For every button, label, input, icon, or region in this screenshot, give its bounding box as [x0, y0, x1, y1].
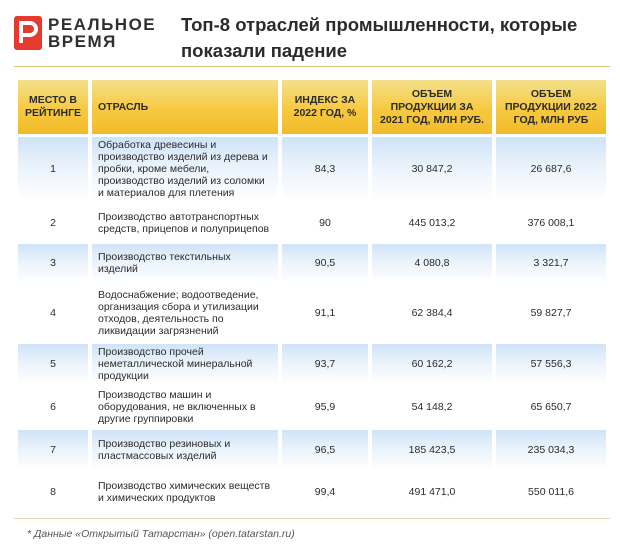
cell-index: 95,9 [282, 387, 368, 427]
source-footnote: * Данные «Открытый Татарстан» (open.tatarstan.ru) [27, 528, 295, 540]
cell-industry: Производство прочей неметаллической минеральной продукции [92, 344, 278, 384]
cell-rank: 6 [18, 387, 88, 427]
page-title: Топ-8 отраслей промышленности, которые показали падение [181, 14, 578, 61]
cell-volume-2021: 62 384,4 [372, 285, 492, 341]
footer-divider [14, 518, 610, 519]
cell-index: 90,5 [282, 244, 368, 282]
cell-rank: 5 [18, 344, 88, 384]
table-row [18, 473, 606, 511]
cell-volume-2022: 3 321,7 [496, 244, 606, 282]
cell-volume-2022: 59 827,7 [496, 285, 606, 341]
cell-volume-2021: 445 013,2 [372, 204, 492, 241]
table-header-row [18, 80, 606, 134]
cell-volume-2022: 57 556,3 [496, 344, 606, 384]
cell-rank: 2 [18, 204, 88, 241]
table-row [18, 344, 606, 384]
table-row [18, 285, 606, 341]
cell-volume-2021: 54 148,2 [372, 387, 492, 427]
brand-logo[interactable] [14, 16, 174, 56]
industry-table [14, 77, 610, 514]
cell-rank: 8 [18, 473, 88, 511]
cell-rank: 7 [18, 430, 88, 470]
table-row [18, 244, 606, 282]
header-index: ИНДЕКС ЗА 2022 ГОД, % [282, 80, 368, 134]
cell-index: 99,4 [282, 473, 368, 511]
header-volume-2022: ОБЪЕМ ПРОДУКЦИИ 2022 ГОД, МЛН РУБ [496, 80, 606, 134]
header-rank: МЕСТО В РЕЙТИНГЕ [18, 80, 88, 134]
header-industry: ОТРАСЛЬ [92, 80, 278, 134]
table-row [18, 137, 606, 201]
cell-volume-2022: 550 011,6 [496, 473, 606, 511]
cell-volume-2021: 185 423,5 [372, 430, 492, 470]
cell-industry: Производство машин и оборудования, не включенных в другие группировки [92, 387, 278, 427]
cell-rank: 1 [18, 137, 88, 201]
cell-industry: Водоснабжение; водоотведение, организация сбора и утилизации отходов, деятельность по ликвидации загрязнений [92, 285, 278, 341]
header-divider [14, 66, 610, 67]
cell-industry: Производство автотранспортных средств, прицепов и полуприцепов [92, 204, 278, 241]
cell-rank: 3 [18, 244, 88, 282]
cell-index: 90 [282, 204, 368, 241]
cell-volume-2022: 26 687,6 [496, 137, 606, 201]
brand-logo-icon [14, 16, 42, 50]
cell-industry: Производство текстильных изделий [92, 244, 278, 282]
cell-volume-2021: 4 080,8 [372, 244, 492, 282]
table-row [18, 204, 606, 241]
cell-volume-2021: 30 847,2 [372, 137, 492, 201]
brand-line2: ВРЕМЯ [48, 32, 117, 51]
cell-industry: Обработка древесины и производство изделий из дерева и пробки, кроме мебели, производство изделий из соломки и материалов для плетения [92, 137, 278, 201]
table-row [18, 387, 606, 427]
header [0, 0, 620, 70]
cell-index: 84,3 [282, 137, 368, 201]
cell-index: 93,7 [282, 344, 368, 384]
cell-industry: Производство резиновых и пластмассовых изделий [92, 430, 278, 470]
brand-line1: РЕАЛЬНОЕ [48, 15, 157, 34]
table-row [18, 430, 606, 470]
brand-name [48, 16, 156, 50]
cell-industry: Производство химических веществ и химических продуктов [92, 473, 278, 511]
cell-index: 96,5 [282, 430, 368, 470]
cell-rank: 4 [18, 285, 88, 341]
cell-volume-2022: 65 650,7 [496, 387, 606, 427]
cell-index: 91,1 [282, 285, 368, 341]
header-volume-2021: ОБЪЕМ ПРОДУКЦИИ ЗА 2021 ГОД, МЛН РУБ. [372, 80, 492, 134]
cell-volume-2022: 235 034,3 [496, 430, 606, 470]
cell-volume-2022: 376 008,1 [496, 204, 606, 241]
cell-volume-2021: 60 162,2 [372, 344, 492, 384]
cell-volume-2021: 491 471,0 [372, 473, 492, 511]
